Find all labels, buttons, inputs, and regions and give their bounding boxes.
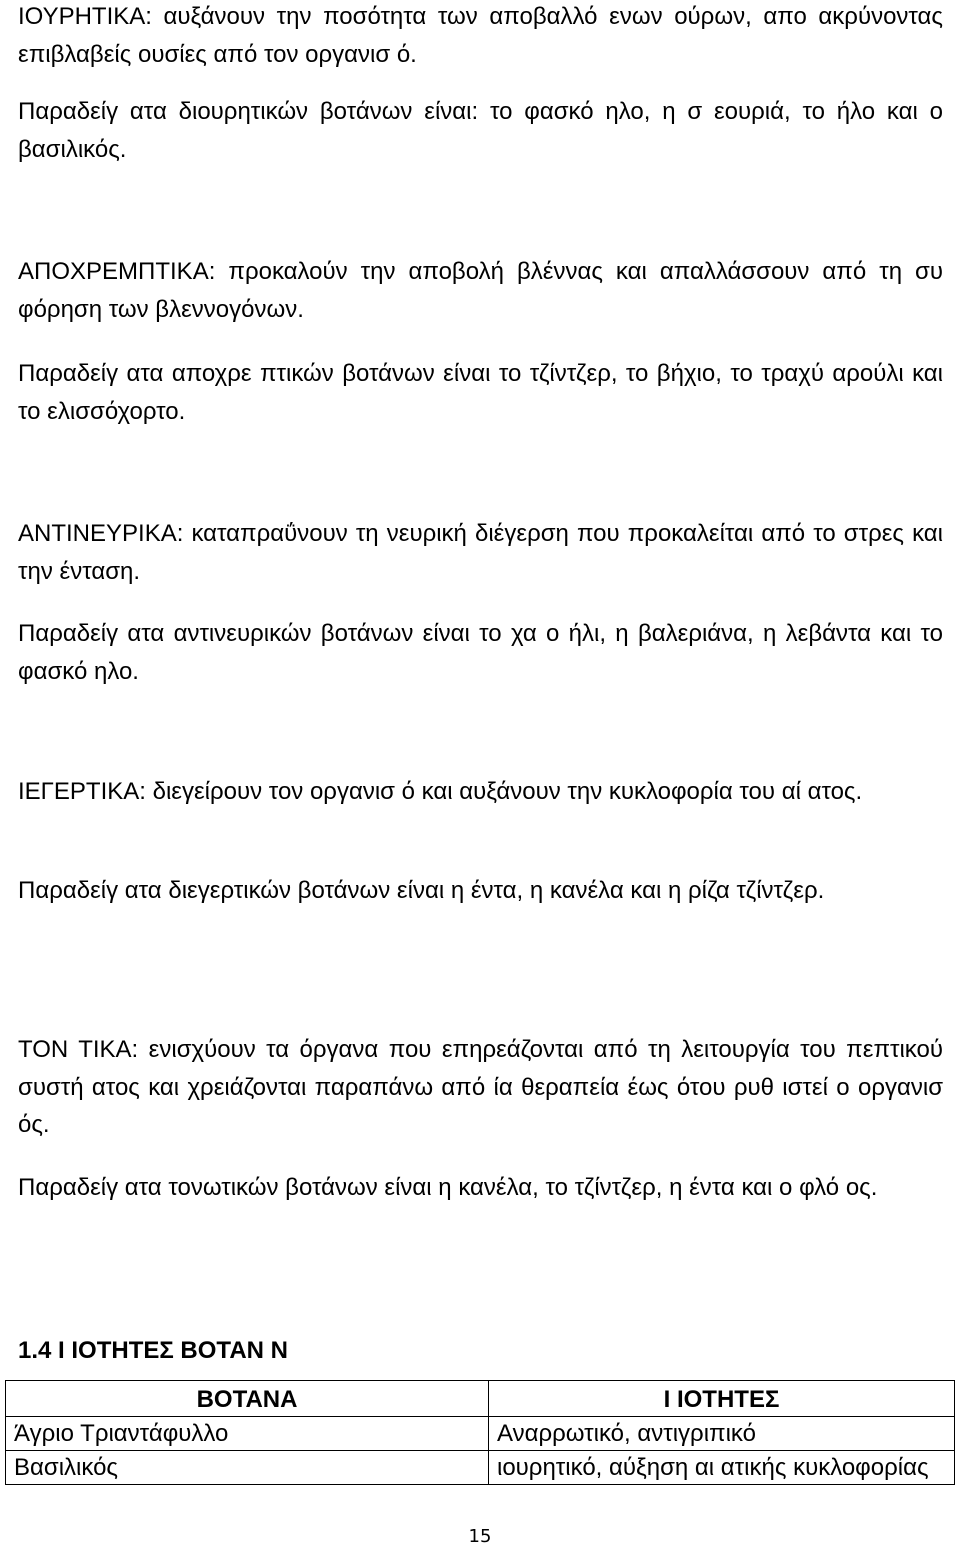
section-heading: 1.4 Ι ΙΟΤΗΤΕΣ ΒΟΤΑΝ Ν: [18, 1337, 288, 1364]
paragraph-antinervous: [18, 515, 943, 590]
paragraph-text: Παραδείγ ατα αντινευρικών βοτάνων είναι το χα ο ήλι, η βαλεριάνα, η λεβάντα και το φασκό ηλο.: [18, 620, 943, 685]
paragraph-text: διεγείρουν τον οργανισ ό και αυξάνουν την κυκλοφορία του αί ατος.: [145, 778, 863, 805]
term-expectorants: ΑΠΟΧΡΕΜΠΤΙΚΑ:: [18, 258, 216, 285]
paragraph-stimulants-examples: [18, 872, 943, 910]
column-header-properties: Ι ΙΟΤΗΤΕΣ: [489, 1381, 955, 1417]
paragraph-tonics-examples: [18, 1169, 943, 1207]
table-row: [6, 1451, 955, 1485]
herb-properties-cell: Αναρρωτικό, αντιγριπικό: [489, 1417, 955, 1451]
herb-name-cell: Άγριο Τριαντάφυλλο: [6, 1417, 489, 1451]
paragraph-antinervous-examples: [18, 615, 943, 690]
herb-properties-cell: ιουρητικό, αύξηση αι ατικής κυκλοφορίας: [489, 1451, 955, 1485]
table-header-row: [6, 1381, 955, 1417]
paragraph-diuretics: [18, 0, 943, 73]
paragraph-text: αυξάνουν την ποσότητα των αποβαλλό ενων ούρων, απο ακρύνοντας επιβλαβείς ουσίες από τον οργανισ ό.: [18, 3, 943, 68]
paragraph-diuretics-examples: [18, 93, 943, 168]
paragraph-stimulants: [18, 773, 943, 811]
term-stimulants: ΙΕΓΕΡΤΙΚΑ:: [18, 778, 146, 805]
paragraph-text: καταπραΰνουν τη νευρική διέγερση που προκαλείται από το στρες και την ένταση.: [18, 520, 943, 585]
page-number: 15: [468, 1526, 492, 1547]
paragraph-tonics: [18, 1031, 943, 1144]
table-row: [6, 1417, 955, 1451]
paragraph-expectorants-examples: [18, 355, 943, 430]
paragraph-expectorants: [18, 253, 943, 328]
paragraph-text: Παραδείγ ατα διουρητικών βοτάνων είναι: το φασκό ηλο, η σ εουριά, το ήλο και ο βασιλικός.: [18, 98, 943, 163]
herb-name-cell: Βασιλικός: [6, 1451, 489, 1485]
term-diuretics: ΙΟΥΡΗΤΙΚΑ:: [18, 3, 152, 30]
column-header-herbs: ΒΟΤΑΝΑ: [6, 1381, 489, 1417]
term-antinervous: ΑΝΤΙΝΕΥΡΙΚΑ:: [18, 520, 184, 547]
paragraph-text: Παραδείγ ατα τονωτικών βοτάνων είναι η κανέλα, το τζίντζερ, η έντα και ο φλό ος.: [18, 1174, 878, 1201]
paragraph-text: Παραδείγ ατα διεγερτικών βοτάνων είναι η έντα, η κανέλα και η ρίζα τζίντζερ.: [18, 877, 825, 904]
term-tonics: ΤΟΝ ΤΙΚΑ:: [18, 1036, 139, 1063]
paragraph-text: προκαλούν την αποβολή βλέννας και απαλλάσσουν από τη συ φόρηση των βλεννογόνων.: [18, 258, 943, 323]
paragraph-text: Παραδείγ ατα αποχρε πτικών βοτάνων είναι το τζίντζερ, το βήχιο, το τραχύ αρούλι και το ελισσόχορτο.: [18, 360, 943, 425]
paragraph-text: ενισχύουν τα όργανα που επηρεάζονται από τη λειτουργία του πεπτικού συστή ατος και χρειάζονται παραπάνω από ία θεραπεία έως ότου ρυθ ιστεί ο οργανισ ός.: [18, 1036, 943, 1138]
herbs-properties-table: [5, 1380, 955, 1485]
